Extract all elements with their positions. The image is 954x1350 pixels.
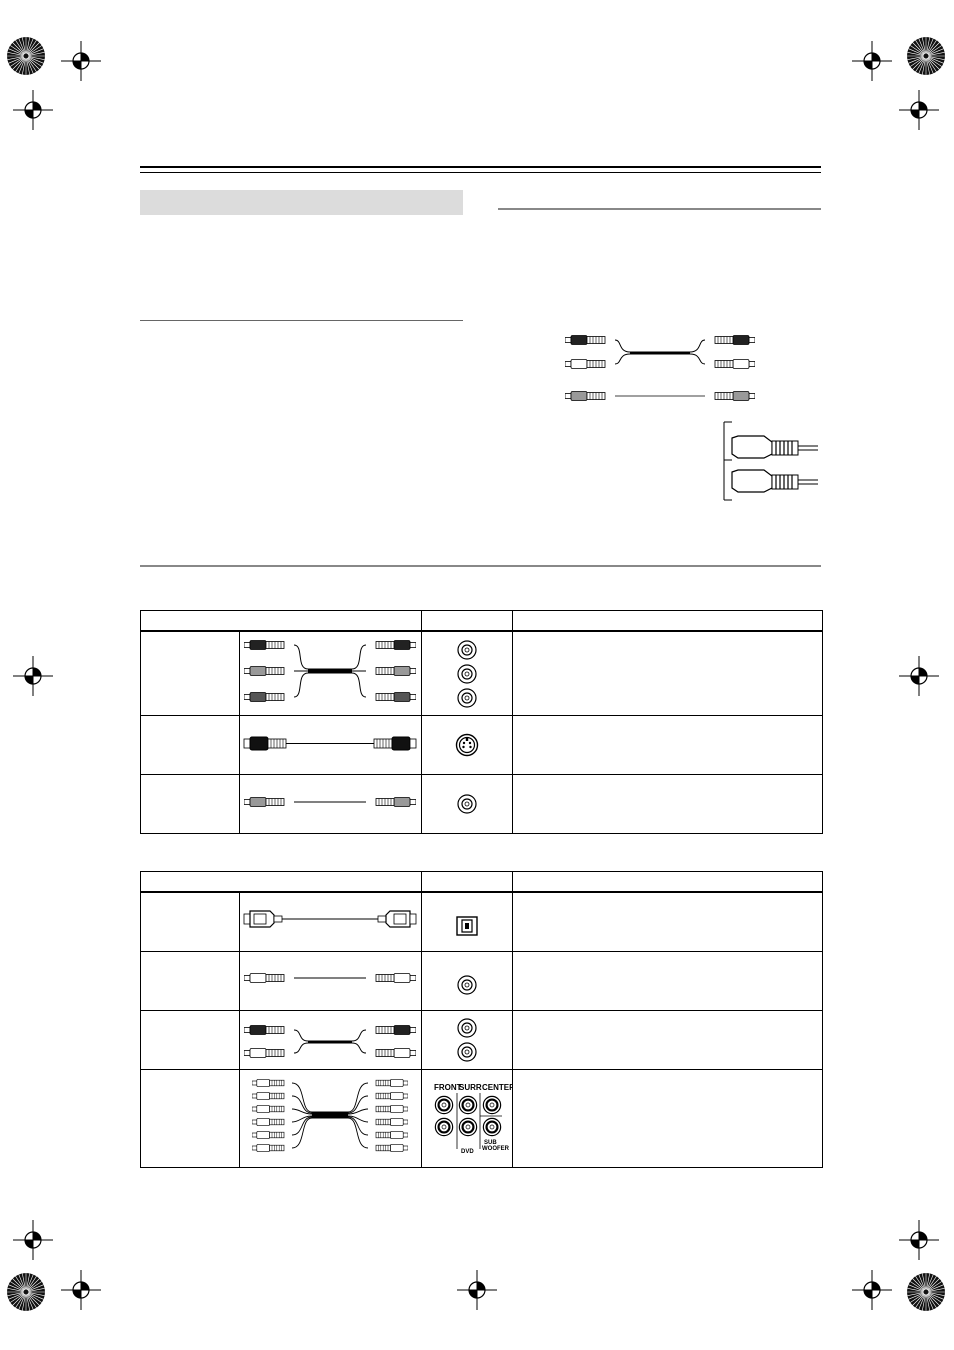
registration-mark-icon xyxy=(899,1220,939,1260)
table-row xyxy=(141,775,823,834)
table-row xyxy=(141,631,823,716)
rca-jack-icon xyxy=(456,639,478,661)
registration-mark-icon xyxy=(457,1270,497,1310)
row-label-cell xyxy=(141,1069,240,1167)
header-cell-description xyxy=(513,872,823,893)
cable-cell xyxy=(240,892,422,951)
color-wheel-icon xyxy=(6,36,46,76)
table-row xyxy=(141,892,823,951)
color-wheel-icon xyxy=(906,1272,946,1312)
multichannel-audio-cable-icon xyxy=(240,1070,420,1162)
analog-audio-cable-icon xyxy=(240,1012,420,1062)
jack-label-front: FRONT xyxy=(434,1082,462,1092)
row-label-cell xyxy=(141,775,240,834)
table-row xyxy=(141,1069,823,1167)
component-video-cable-icon xyxy=(240,632,420,710)
registration-mark-icon xyxy=(852,1270,892,1310)
color-wheel-icon xyxy=(6,1272,46,1312)
cable-cell xyxy=(240,775,422,834)
coaxial-cable-icon xyxy=(240,963,420,993)
registration-mark-icon xyxy=(61,1270,101,1310)
optical-cable-icon xyxy=(240,904,420,934)
description-cell xyxy=(513,631,823,716)
registration-mark-icon xyxy=(899,656,939,696)
cable-cell xyxy=(240,631,422,716)
cable-cell xyxy=(240,1069,422,1167)
section-heading-band xyxy=(140,190,463,215)
jack-cell xyxy=(422,1010,513,1069)
color-wheel-icon xyxy=(906,36,946,76)
header-cell-cable xyxy=(141,872,422,893)
jack-cell xyxy=(422,892,513,951)
table-header-row xyxy=(141,872,823,893)
header-cell-jack xyxy=(422,611,513,632)
row-label-cell xyxy=(141,1010,240,1069)
rca-jack-icon xyxy=(483,1118,500,1135)
registration-mark-icon xyxy=(61,41,101,81)
cable-cell xyxy=(240,716,422,775)
jack-cell xyxy=(422,775,513,834)
registration-mark-icon xyxy=(13,656,53,696)
composite-video-cable-icon xyxy=(240,787,420,817)
rca-jack-icon xyxy=(456,1017,478,1039)
registration-mark-icon xyxy=(13,90,53,130)
registration-mark-icon xyxy=(899,90,939,130)
description-cell xyxy=(513,951,823,1010)
video-connection-table xyxy=(140,610,823,834)
rca-jack-icon xyxy=(456,663,478,685)
subsection-rule-right xyxy=(498,208,821,210)
description-cell xyxy=(513,716,823,775)
table-row xyxy=(141,951,823,1010)
rca-jack-icon xyxy=(456,974,478,996)
jack-label-woofer: WOOFER xyxy=(482,1145,509,1152)
table-row xyxy=(141,1010,823,1069)
s-video-cable-icon xyxy=(240,728,420,758)
header-cell-description xyxy=(513,611,823,632)
row-label-cell xyxy=(141,716,240,775)
description-cell xyxy=(513,775,823,834)
jack-label-surr: SURR xyxy=(459,1082,482,1092)
cable-cell xyxy=(240,951,422,1010)
audio-connection-table xyxy=(140,871,823,1168)
registration-mark-icon xyxy=(13,1220,53,1260)
rca-jack-icon xyxy=(459,1096,476,1113)
s-video-jack-icon xyxy=(455,733,479,757)
description-cell xyxy=(513,1069,823,1167)
jack-label-dvd: DVD xyxy=(461,1148,474,1155)
jack-cell xyxy=(422,716,513,775)
row-label-cell xyxy=(141,631,240,716)
jack-label-sub: SUB xyxy=(484,1139,497,1146)
plug-insertion-illustration xyxy=(718,420,822,506)
rca-jack-icon xyxy=(456,1041,478,1063)
description-cell xyxy=(513,1010,823,1069)
cable-cell xyxy=(240,1010,422,1069)
jack-cell xyxy=(422,951,513,1010)
row-label-cell xyxy=(141,951,240,1010)
jack-panel-cell xyxy=(422,1069,513,1167)
table-row xyxy=(141,716,823,775)
registration-mark-icon xyxy=(852,41,892,81)
header-rule-thin xyxy=(140,172,821,173)
rca-jack-icon xyxy=(435,1096,452,1113)
row-label-cell xyxy=(141,892,240,951)
table-header-row xyxy=(141,611,823,632)
rca-jack-icon xyxy=(456,687,478,709)
rca-jack-icon xyxy=(483,1096,500,1113)
rca-jack-icon xyxy=(456,793,478,815)
rca-jack-icon xyxy=(459,1118,476,1135)
subsection-rule-left xyxy=(140,320,463,321)
optical-jack-icon xyxy=(455,915,479,937)
header-rule xyxy=(140,166,821,168)
description-cell xyxy=(513,892,823,951)
rca-jack-icon xyxy=(435,1118,452,1135)
jack-cell xyxy=(422,631,513,716)
audio-cable-illustration xyxy=(560,330,760,410)
dvd-jack-panel xyxy=(422,1071,512,1161)
header-cell-cable xyxy=(141,611,422,632)
jack-label-center: CENTER xyxy=(482,1082,512,1092)
section-rule xyxy=(140,565,821,567)
header-cell-jack xyxy=(422,872,513,893)
